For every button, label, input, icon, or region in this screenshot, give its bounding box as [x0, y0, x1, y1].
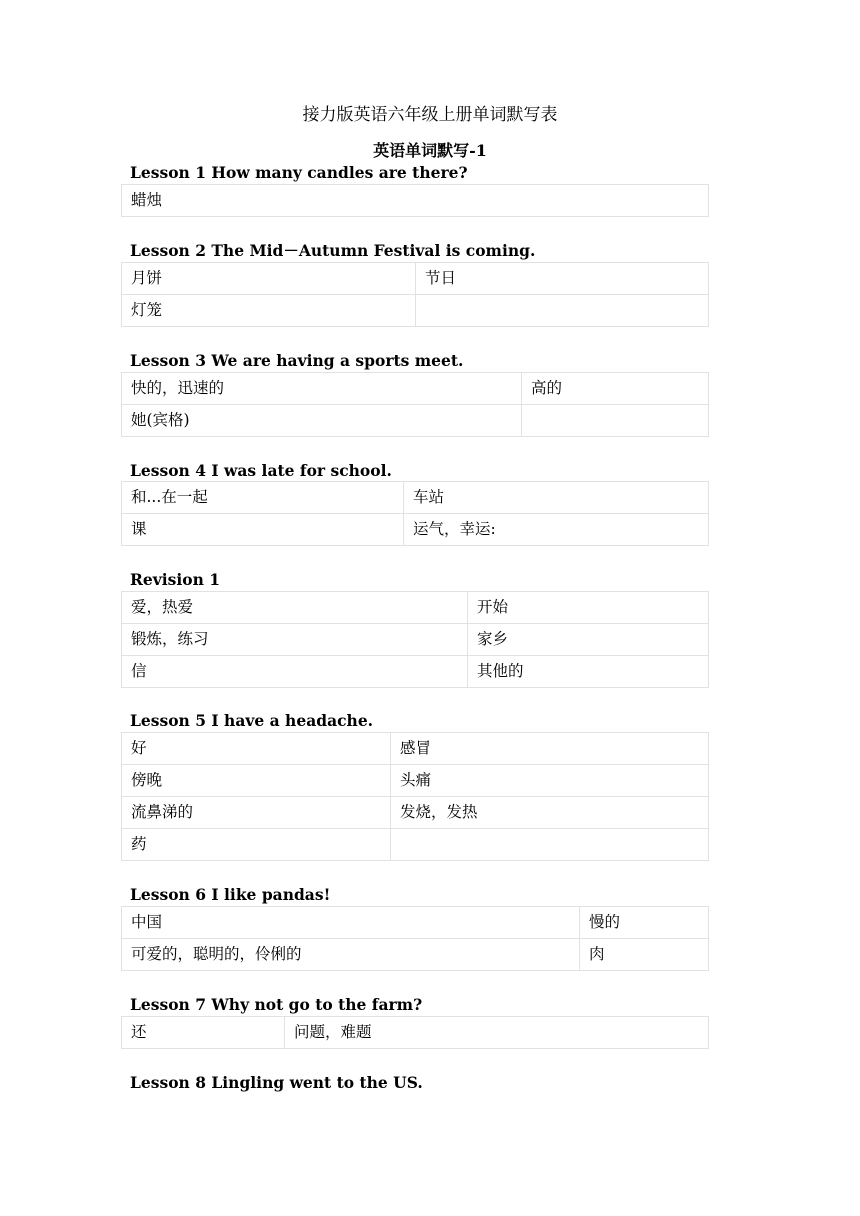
- vocab-cell: 她(宾格): [122, 405, 522, 437]
- vocab-cell: 信: [122, 656, 468, 688]
- vocab-cell: [391, 829, 709, 861]
- document-subtitle: 英语单词默写-1: [373, 141, 487, 160]
- vocab-cell: 肉: [580, 939, 709, 971]
- vocab-table: [121, 906, 709, 971]
- lesson-heading: Lesson 3 We are having a sports meet.: [130, 351, 464, 370]
- vocab-cell: 药: [122, 829, 391, 861]
- table-row: [122, 829, 709, 861]
- lesson-heading: Lesson 5 I have a headache.: [130, 711, 374, 730]
- vocab-cell: 中国: [122, 907, 580, 939]
- vocab-cell: 慢的: [580, 907, 709, 939]
- table-row: [122, 1017, 709, 1049]
- vocab-cell: 还: [122, 1017, 285, 1049]
- table-row: [122, 373, 709, 405]
- table-row: [122, 656, 709, 688]
- vocab-cell: 问题，难题: [285, 1017, 709, 1049]
- vocab-cell: 家乡: [468, 624, 709, 656]
- vocab-cell: 节日: [416, 263, 709, 295]
- vocab-table: [121, 732, 709, 861]
- vocab-cell: 感冒: [391, 733, 709, 765]
- document-title: 接力版英语六年级上册单词默写表: [302, 105, 558, 125]
- vocab-cell: 车站: [404, 482, 709, 514]
- table-row: [122, 907, 709, 939]
- lesson-heading: Revision 1: [130, 570, 221, 589]
- vocab-cell: 发烧，发热: [391, 797, 709, 829]
- vocab-cell: 傍晚: [122, 765, 391, 797]
- vocab-cell: 可爱的，聪明的，伶俐的: [122, 939, 580, 971]
- vocab-cell: [522, 405, 709, 437]
- vocab-table: [121, 591, 709, 688]
- vocab-cell: [416, 295, 709, 327]
- vocab-cell: 蜡烛: [122, 185, 709, 217]
- vocab-cell: 爱，热爱: [122, 592, 468, 624]
- lesson-heading: Lesson 8 Lingling went to the US.: [130, 1073, 423, 1092]
- vocab-cell: 流鼻涕的: [122, 797, 391, 829]
- vocab-cell: 头痛: [391, 765, 709, 797]
- lesson-heading: Lesson 7 Why not go to the farm?: [130, 995, 423, 1014]
- vocab-table: [121, 1016, 709, 1049]
- vocab-cell: 快的，迅速的: [122, 373, 522, 405]
- vocab-cell: 开始: [468, 592, 709, 624]
- vocab-cell: 月饼: [122, 263, 416, 295]
- lesson-heading: Lesson 2 The Mid－Autumn Festival is coming.: [130, 241, 536, 260]
- lesson-heading: Lesson 6 I like pandas!: [130, 885, 331, 904]
- table-row: [122, 405, 709, 437]
- table-row: [122, 624, 709, 656]
- table-row: [122, 514, 709, 546]
- lesson-heading: Lesson 4 I was late for school.: [130, 461, 392, 480]
- table-row: [122, 797, 709, 829]
- vocab-cell: 灯笼: [122, 295, 416, 327]
- vocab-table: [121, 481, 709, 546]
- vocab-table: [121, 262, 709, 327]
- vocab-table: [121, 372, 709, 437]
- vocab-cell: 课: [122, 514, 404, 546]
- vocab-cell: 其他的: [468, 656, 709, 688]
- vocab-cell: 好: [122, 733, 391, 765]
- table-row: [122, 592, 709, 624]
- vocab-table: [121, 184, 709, 217]
- table-row: [122, 939, 709, 971]
- lesson-heading: Lesson 1 How many candles are there?: [130, 163, 468, 182]
- table-row: [122, 263, 709, 295]
- vocab-cell: 运气，幸运:: [404, 514, 709, 546]
- table-row: [122, 765, 709, 797]
- vocab-cell: 和...在一起: [122, 482, 404, 514]
- table-row: [122, 185, 709, 217]
- table-row: [122, 295, 709, 327]
- table-row: [122, 482, 709, 514]
- vocab-cell: 锻炼，练习: [122, 624, 468, 656]
- table-row: [122, 733, 709, 765]
- vocab-cell: 高的: [522, 373, 709, 405]
